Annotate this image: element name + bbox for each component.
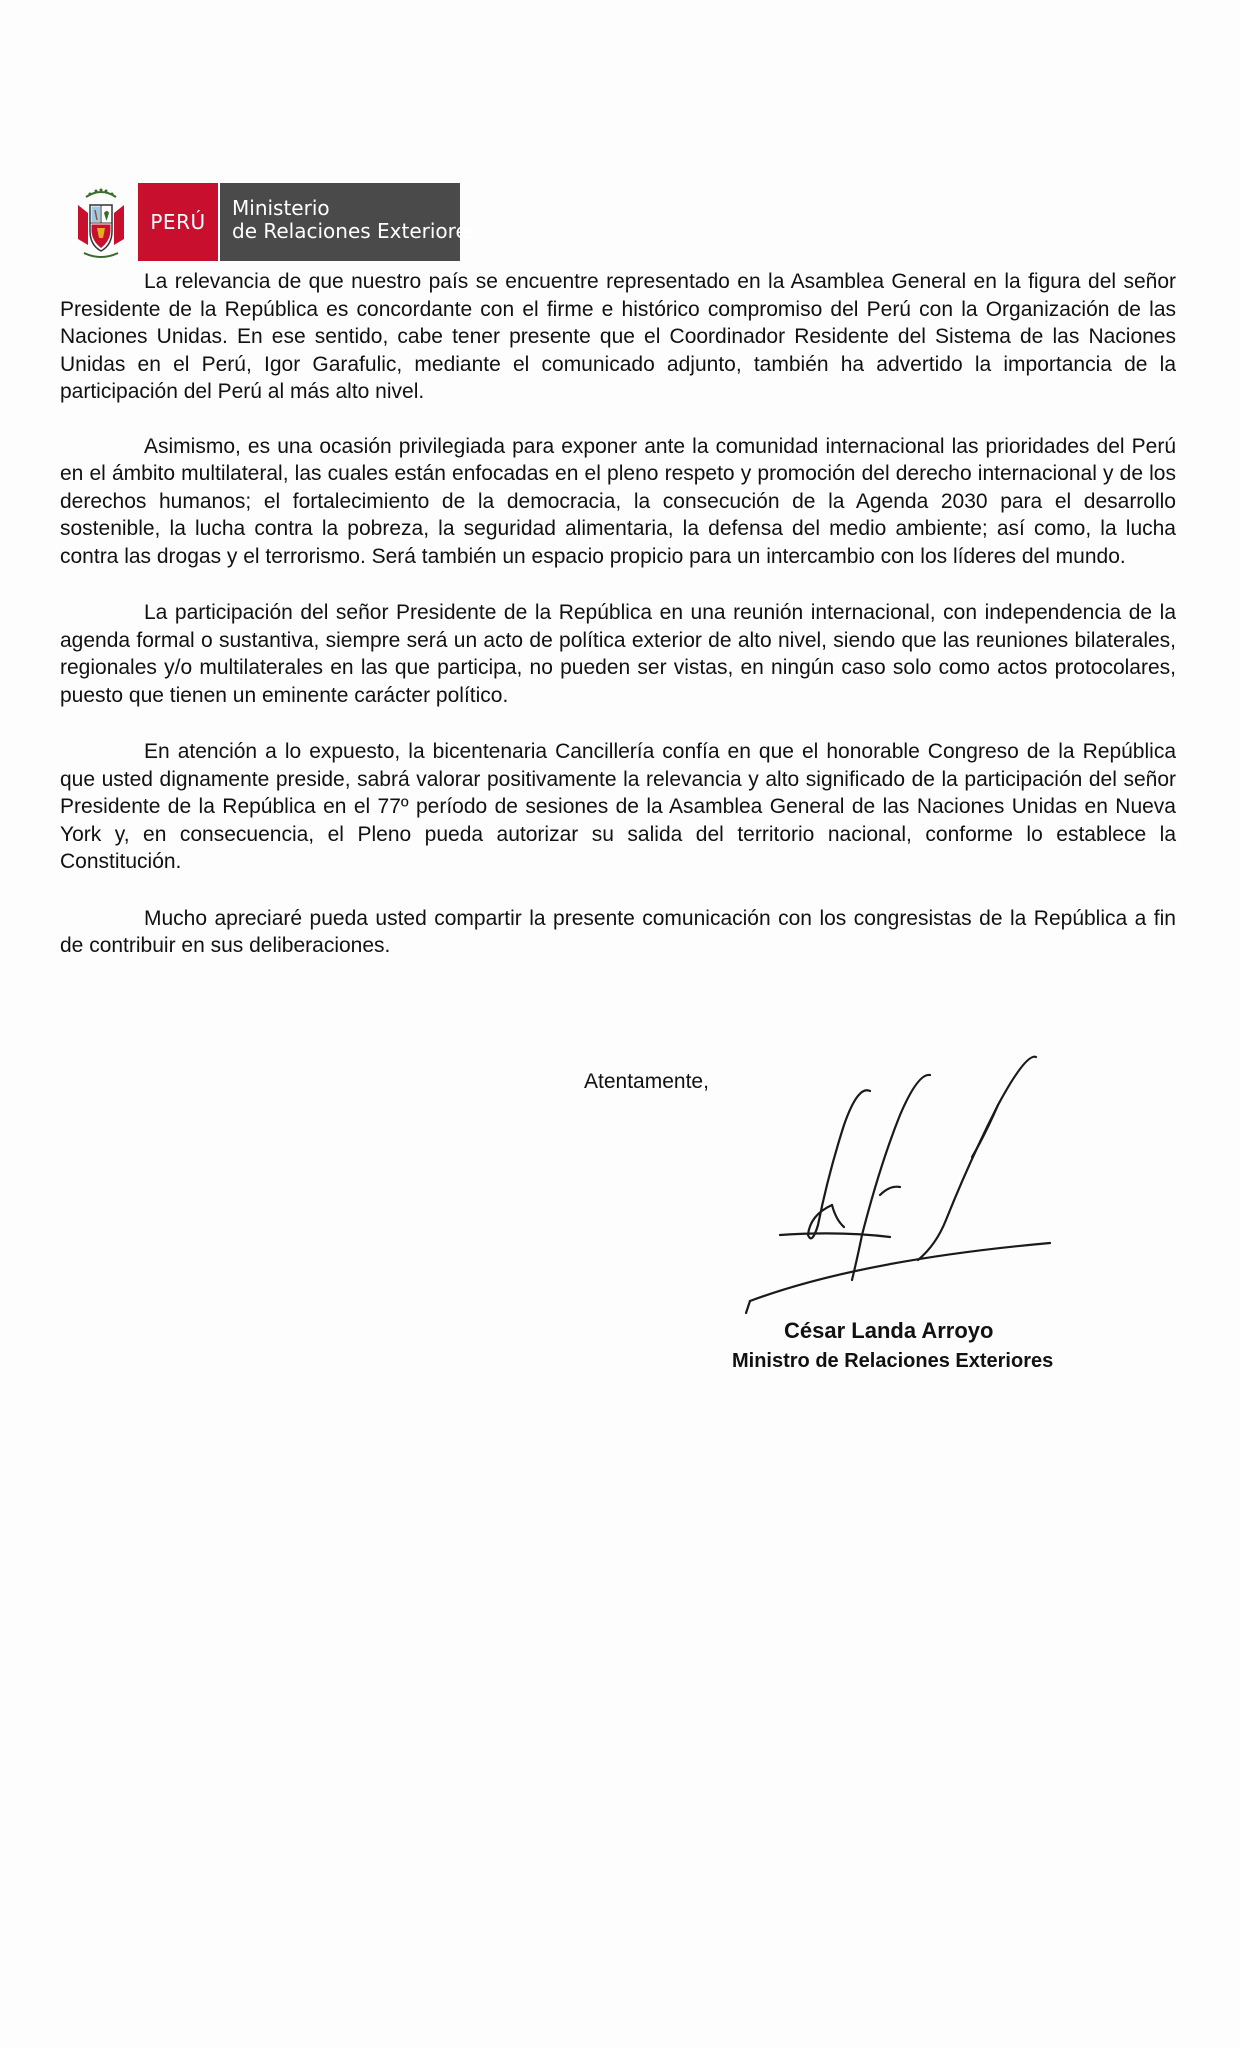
letterhead [72,183,479,261]
signer-title: Ministro de Relaciones Exteriores [732,1350,1054,1372]
paragraph-5: Mucho apreciaré pueda usted compartir la presente comunicación con los congresistas de la República a fin de contribuir en sus deliberaciones. [60,906,1176,957]
letter-body [60,268,1176,989]
paragraph-4: En atención a lo expuesto, la bicentenaria Cancillería confía en que el honorable Congreso de la República que usted dignamente preside, sabrá valorar positivamente la relevancia y alto significado de la participación del señor Presidente de la República en el 77º período de sesiones de la Asamblea General de las Naciones Unidas en Nueva York y, en consecuencia, el Pleno pueda autorizar su salida del territorio nacional, conforme lo establece la Constitución. [60,740,1176,873]
peru-coat-of-arms-icon [72,183,130,261]
paragraph-2: Asimismo, es una ocasión privilegiada para exponer ante la comunidad internacional las prioridades del Perú en el ámbito multilateral, las cuales están enfocadas en el pleno respeto y promoción del derecho internacional y de los derechos humanos; el fortalecimiento de la democracia, la consecución de la Agenda 2030 para el desarrollo sostenible, la lucha contra la pobreza, la seguridad alimentaria, la defensa del medio ambiente; así como, la lucha contra las drogas y el terrorismo. Será también un espacio propicio para un intercambio con los líderes del mundo. [60,434,1176,568]
ministry-line-1: Ministerio [232,196,330,220]
brand-peru-block [138,183,218,261]
signer-name: César Landa Arroyo [784,1318,994,1343]
ministry-line-2: de Relaciones Exteriores [232,219,479,243]
brand-country-label: PERÚ [150,210,206,234]
paragraph-1: La relevancia de que nuestro país se encuentre representado en la Asamblea General en la figura del señor Presidente de la República es concordante con el firme e histórico compromiso del Perú con la Organización de las Naciones Unidas. En ese sentido, cabe tener presente que el Coordinador Residente del Sistema de las Naciones Unidas en el Perú, Igor Garafulic, mediante el comunicado adjunto, también ha advertido la importancia de la participación del Perú al más alto nivel. [60,270,1176,403]
paragraph-3: La participación del señor Presidente de la República en una reunión internacional, con independencia de la agenda formal o sustantiva, siempre será un acto de política exterior de alto nivel, siendo que las reuniones bilaterales, regionales y/o multilaterales en las que participa, no pueden ser vistas, en ningún caso solo como actos protocolares, puesto que tienen un eminente carácter político. [60,601,1176,707]
brand-ministry-block [220,183,479,261]
closing-salutation: Atentamente, [584,1070,709,1093]
handwritten-signature-icon [740,1045,1060,1315]
